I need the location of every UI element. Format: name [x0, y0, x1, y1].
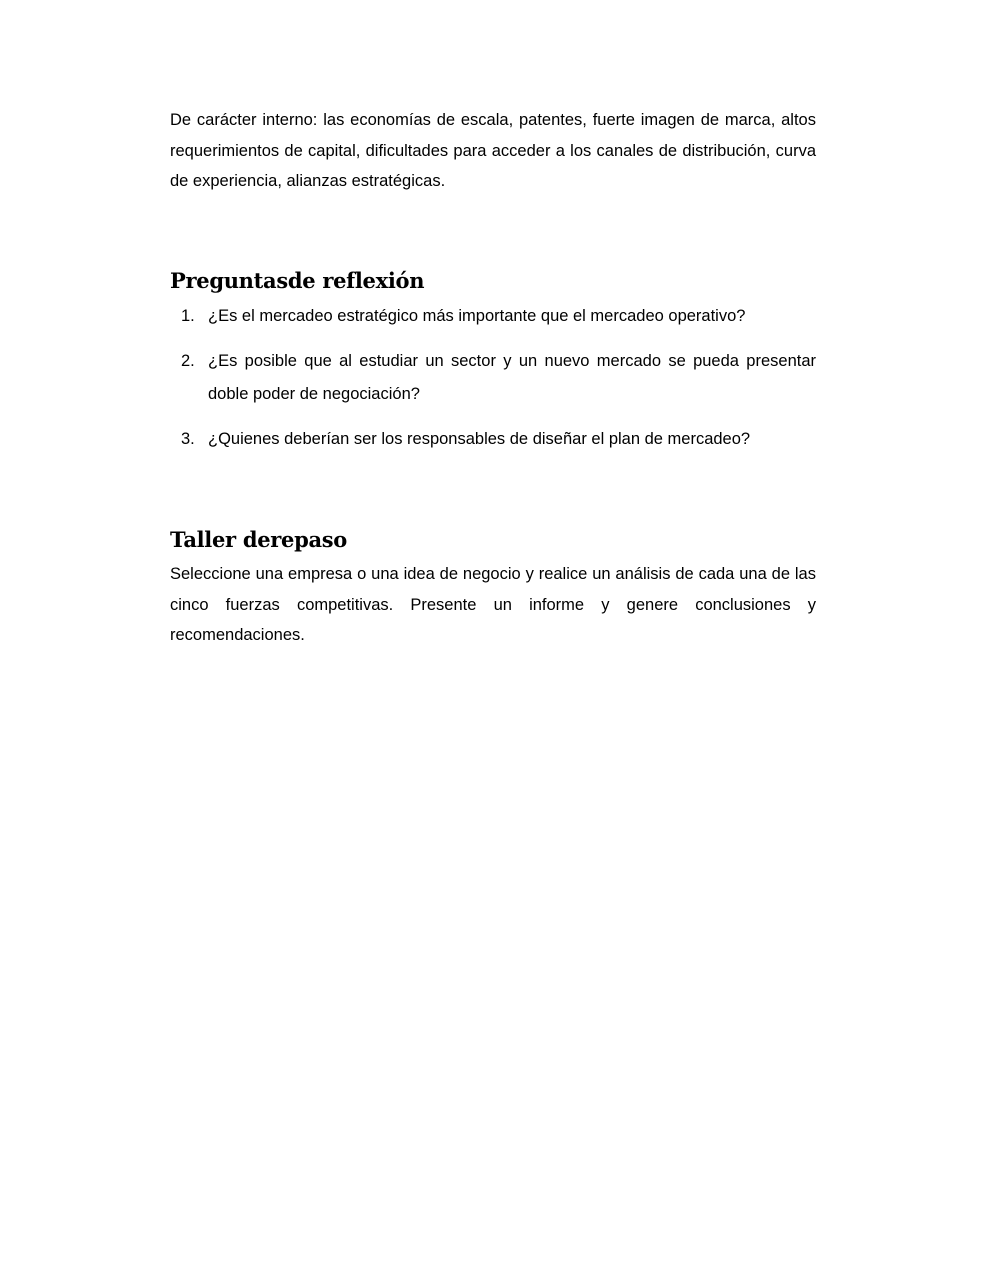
- question-number: 2.: [181, 352, 195, 370]
- section-heading-taller: Taller derepaso: [170, 527, 348, 552]
- section-heading-preguntas: Preguntasde reflexión: [170, 268, 425, 293]
- question-number: 3.: [181, 430, 195, 448]
- question-text: ¿Quienes deberían ser los responsables de diseñar el plan de mercadeo?: [208, 430, 751, 448]
- question-text: ¿Es el mercadeo estratégico más importante que el mercadeo operativo?: [208, 307, 746, 325]
- question-item: [170, 423, 816, 456]
- intro-paragraph: De carácter interno: las economías de escala, patentes, fuerte imagen de marca, altos requerimientos de capital, dificultades para acceder a los canales de distribución, curva de experiencia, alianzas estratégicas.: [170, 111, 816, 190]
- taller-paragraph: Seleccione una empresa o una idea de negocio y realice un análisis de cada una de las cinco fuerzas competitivas. Presente un informe y genere conclusiones y recomendaciones.: [170, 565, 816, 644]
- question-item: [170, 300, 816, 333]
- question-text: ¿Es posible que al estudiar un sector y un nuevo mercado se pueda presentar doble poder de negociación?: [208, 352, 816, 403]
- question-item: [170, 345, 816, 411]
- question-number: 1.: [181, 307, 195, 325]
- reflection-questions-list: [170, 300, 816, 456]
